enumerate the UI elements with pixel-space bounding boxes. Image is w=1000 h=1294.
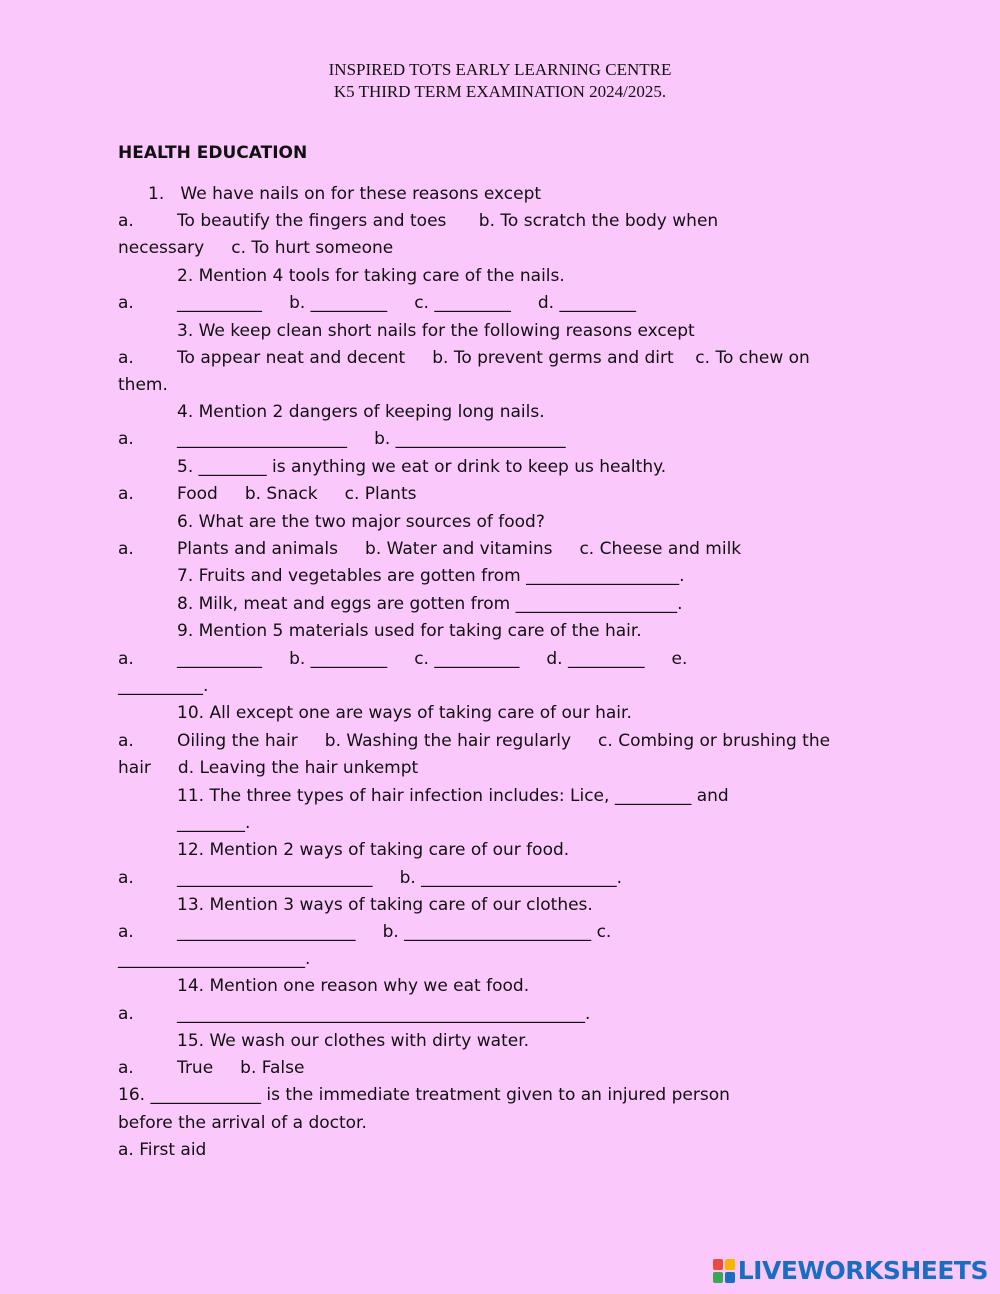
logo-square-green	[713, 1272, 723, 1283]
question-13-blanks-cont: ______________________.	[118, 949, 311, 969]
question-7: 7. Fruits and vegetables are gotten from __________________.	[177, 566, 685, 586]
question-12-blanks: a. _______________________ b. _______________________.	[118, 868, 623, 888]
question-11: 11. The three types of hair infection includes: Lice, _________ and	[177, 786, 729, 806]
question-1-options-cont: necessary c. To hurt someone	[118, 238, 394, 258]
question-16-option: a. First aid	[118, 1140, 207, 1160]
question-3-options: a. To appear neat and decent b. To prevent germs and dirt c. To chew on	[118, 348, 810, 368]
question-13: 13. Mention 3 ways of taking care of our clothes.	[177, 895, 593, 915]
school-name: INSPIRED TOTS EARLY LEARNING CENTRE	[328, 60, 672, 79]
question-14: 14. Mention one reason why we eat food.	[177, 976, 530, 996]
question-16-cont: before the arrival of a doctor.	[118, 1113, 367, 1133]
question-3: 3. We keep clean short nails for the following reasons except	[177, 321, 695, 341]
question-2: 2. Mention 4 tools for taking care of the nails.	[177, 266, 565, 286]
question-4: 4. Mention 2 dangers of keeping long nails.	[177, 402, 545, 422]
logo-square-blue	[725, 1272, 735, 1283]
question-5: 5. ________ is anything we eat or drink to keep us healthy.	[177, 457, 667, 477]
question-3-options-cont: them.	[118, 375, 168, 395]
question-9: 9. Mention 5 materials used for taking care of the hair.	[177, 621, 642, 641]
question-15: 15. We wash our clothes with dirty water.	[177, 1031, 530, 1051]
question-1-options: a. To beautify the fingers and toes b. To scratch the body when	[118, 211, 719, 231]
question-10-options-cont: hair d. Leaving the hair unkempt	[118, 758, 419, 778]
question-9-blanks: a. __________ b. _________ c. __________ d. _________ e.	[118, 649, 688, 669]
liveworksheets-logo-icon	[713, 1259, 735, 1283]
question-9-blanks-cont: __________.	[118, 676, 209, 696]
question-13-blanks: a. _____________________ b. ______________________ c.	[118, 922, 612, 942]
question-6: 6. What are the two major sources of food?	[177, 512, 545, 532]
question-16: 16. _____________ is the immediate treatment given to an injured person	[118, 1085, 730, 1105]
question-2-blanks: a. __________ b. _________ c. _________ d. _________	[118, 293, 636, 313]
logo-square-red	[713, 1259, 723, 1270]
exam-title: K5 THIRD TERM EXAMINATION 2024/2025.	[333, 82, 667, 101]
question-15-options: a. True b. False	[118, 1058, 305, 1078]
question-10: 10. All except one are ways of taking care of our hair.	[177, 703, 632, 723]
question-5-options: a. Food b. Snack c. Plants	[118, 484, 417, 504]
question-11-cont: ________.	[177, 813, 251, 833]
question-1: 1. We have nails on for these reasons except	[148, 184, 542, 204]
question-12: 12. Mention 2 ways of taking care of our food.	[177, 840, 570, 860]
question-4-blanks: a. ____________________ b. ____________________	[118, 429, 566, 449]
section-title: HEALTH EDUCATION	[118, 143, 308, 163]
question-14-blank: a. ________________________________________________.	[118, 1004, 591, 1024]
liveworksheets-logo	[713, 1256, 988, 1285]
question-8: 8. Milk, meat and eggs are gotten from ___________________.	[177, 594, 683, 614]
logo-square-yellow	[725, 1259, 735, 1270]
liveworksheets-logo-text: LIVEWORKSHEETS	[737, 1256, 988, 1285]
question-6-options: a. Plants and animals b. Water and vitamins c. Cheese and milk	[118, 539, 742, 559]
question-10-options: a. Oiling the hair b. Washing the hair regularly c. Combing or brushing the	[118, 731, 831, 751]
